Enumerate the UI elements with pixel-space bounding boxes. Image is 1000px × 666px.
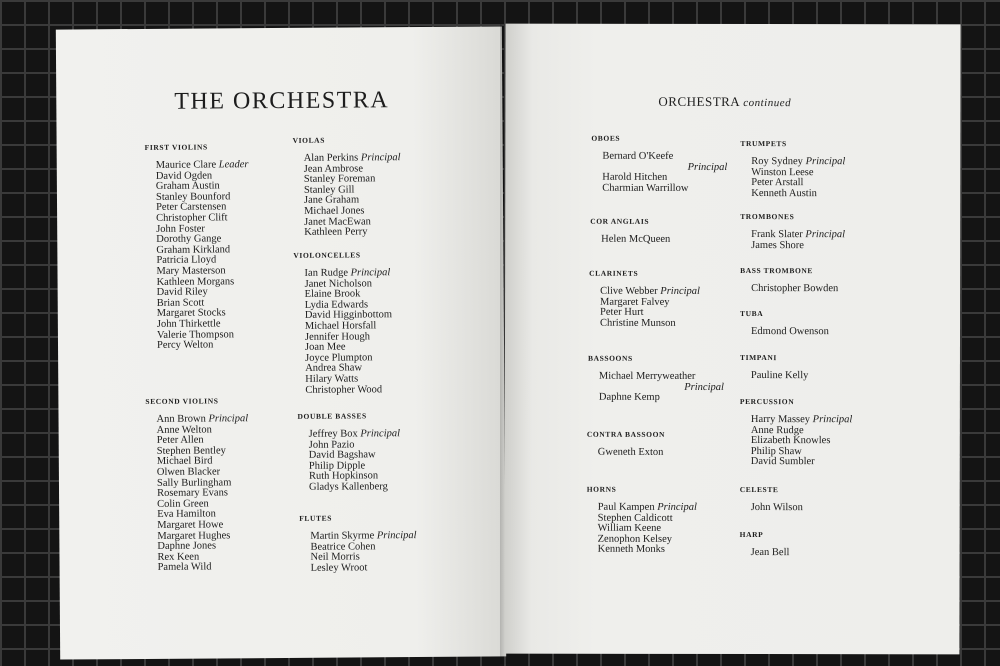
member-name: Frank Slater	[751, 229, 803, 241]
member-name: Stanley Bounford	[155, 191, 231, 203]
title-text: ORCHESTRA	[658, 93, 740, 110]
member-list	[740, 371, 808, 382]
member-item	[751, 457, 853, 468]
member-name: Jean Ambrose	[303, 163, 364, 175]
member-role: Principal	[208, 413, 249, 425]
member-name: William Keene	[597, 522, 662, 535]
member-role: Principal	[805, 156, 846, 168]
section-title: COR ANGLAIS	[590, 216, 650, 226]
member-list	[740, 548, 790, 559]
section-bass-trombone	[740, 266, 838, 295]
left-page	[56, 26, 506, 659]
member-item	[305, 385, 392, 396]
member-name: Graham Kirkland	[156, 244, 231, 256]
section-title: FIRST VIOLINS	[144, 142, 208, 152]
page-title: THE ORCHESTRA	[174, 87, 390, 115]
member-role: Principal	[660, 285, 700, 297]
member-name: Daphne Jones	[157, 540, 217, 552]
member-name: Philip Dipple	[308, 460, 366, 472]
section-celeste	[740, 485, 803, 514]
member-item	[304, 227, 401, 238]
member-name: Dorothy Gange	[156, 233, 222, 246]
member-name: Zenophon Kelsey	[597, 533, 673, 545]
member-name: Michael Merryweather	[598, 370, 696, 382]
member-name: Stephen Caldicott	[597, 512, 673, 524]
section-title: CELESTE	[739, 485, 779, 495]
member-list	[293, 268, 392, 396]
member-item	[751, 503, 803, 514]
member-name: Christopher Bowden	[751, 283, 839, 295]
member-name: Graham Austin	[155, 180, 220, 193]
member-item	[751, 284, 838, 295]
section-trumpets	[740, 139, 845, 200]
member-name: Jeffrey Box	[308, 428, 358, 440]
section-title: HARP	[739, 530, 764, 540]
member-name: Ann Brown	[156, 413, 206, 425]
member-name: Peter Carstensen	[156, 201, 227, 214]
member-role: Principal	[684, 381, 724, 393]
member-name: Peter Hurt	[600, 306, 644, 319]
member-name: Elizabeth Knowles	[750, 435, 831, 447]
member-role: Principal	[687, 161, 728, 173]
section-harp	[740, 530, 790, 559]
member-list	[587, 448, 665, 459]
section-title: BASSOONS	[587, 353, 633, 363]
member-name: Harold Hitchen	[602, 171, 668, 184]
member-item	[309, 482, 400, 493]
member-name: Margaret Howe	[157, 519, 224, 531]
member-name: Percy Welton	[156, 339, 214, 351]
member-name: Christopher Wood	[305, 383, 383, 396]
section-timpani	[740, 353, 809, 382]
member-name: Harry Massey	[750, 414, 811, 426]
member-name: Helen McQueen	[601, 233, 671, 245]
member-item	[751, 371, 808, 382]
member-name: Janet MacEwan	[304, 215, 371, 228]
member-name: Jane Graham	[303, 194, 360, 207]
member-name: Rosemary Evans	[157, 487, 228, 500]
member-role: Principal	[805, 229, 846, 241]
member-name: Gweneth Exton	[597, 446, 664, 458]
member-name: Patricia Lloyd	[156, 254, 217, 267]
member-name: Ian Rudge	[304, 267, 349, 279]
member-list	[591, 152, 727, 195]
section-violoncelles	[293, 250, 392, 396]
section-title: TUBA	[740, 309, 764, 319]
member-name: Joyce Plumpton	[305, 352, 373, 364]
member-role: Principal	[360, 152, 401, 164]
member-name: Janet Nicholson	[304, 277, 372, 290]
member-list	[587, 503, 697, 556]
member-name: Lydia Edwards	[304, 299, 369, 311]
member-role: Principal	[360, 428, 401, 440]
member-list	[740, 415, 853, 468]
member-name: Brian Scott	[156, 297, 205, 309]
member-name: Michael Bird	[156, 455, 213, 468]
member-name: Christopher Clift	[156, 212, 228, 224]
member-name: John Wilson	[750, 502, 803, 514]
member-name: Daphne Kemp	[598, 391, 660, 404]
member-name: Anne Rudge	[750, 424, 804, 436]
member-item	[311, 563, 417, 574]
member-item	[751, 241, 845, 252]
section-second-violins	[145, 396, 249, 574]
member-name: Christine Munson	[600, 317, 676, 329]
section-title: FLUTES	[299, 513, 333, 523]
section-trombones	[740, 212, 845, 251]
section-horns	[587, 485, 697, 556]
member-name: Lesley Wroot	[310, 562, 368, 574]
member-name: Sally Burlingham	[156, 476, 232, 489]
member-item	[602, 152, 727, 163]
member-name: Ruth Hopkinson	[308, 470, 379, 483]
member-name: David Ogden	[155, 170, 213, 182]
member-name: John Foster	[156, 223, 205, 235]
member-name: Stanley Gill	[303, 184, 355, 196]
member-list	[298, 429, 401, 493]
member-name: Kathleen Perry	[304, 226, 368, 238]
member-list	[293, 153, 401, 239]
member-name: Rex Keen	[157, 551, 200, 563]
member-name: Paul Kampen	[597, 501, 655, 513]
member-item	[751, 548, 790, 559]
section-cor-anglais	[590, 217, 670, 246]
section-clarinets	[589, 269, 700, 330]
right-page	[504, 24, 960, 655]
member-list	[299, 531, 416, 574]
member-item	[158, 563, 250, 574]
member-name: Valerie Thompson	[156, 328, 235, 341]
member-list	[740, 284, 838, 295]
section-title: BASS TROMBONE	[740, 266, 814, 276]
member-name: Jennifer Hough	[304, 330, 371, 343]
member-name: Peter Allen	[156, 434, 204, 447]
member-name: Margaret Hughes	[157, 529, 231, 542]
member-name: Stephen Bentley	[156, 445, 226, 457]
member-name: Maurice Clare	[155, 159, 217, 171]
section-violas	[293, 135, 402, 239]
member-role: Principal	[812, 414, 853, 426]
member-item	[751, 327, 829, 338]
section-title: TRUMPETS	[740, 139, 787, 149]
member-name: Alan Perkins	[303, 152, 359, 164]
member-name: Beatrice Cohen	[310, 540, 376, 553]
member-name: Martin Skyrme	[310, 530, 375, 542]
member-item	[751, 189, 845, 200]
member-name: Anne Welton	[156, 424, 212, 436]
member-name: Peter Arstall	[751, 177, 804, 189]
member-name: Kathleen Morgans	[156, 275, 235, 288]
member-name: Kenneth Monks	[597, 544, 666, 556]
member-role: Principal	[350, 267, 391, 279]
member-list	[740, 230, 845, 251]
member-name: Michael Horsfall	[304, 320, 377, 332]
member-name: Mary Masterson	[156, 265, 226, 277]
member-item	[600, 319, 700, 330]
member-list	[145, 160, 250, 351]
member-item	[598, 545, 697, 556]
member-name: Stanley Foreman	[303, 173, 376, 186]
page-title-continued	[658, 94, 791, 110]
member-role: Leader	[218, 159, 249, 171]
member-list	[588, 372, 724, 404]
member-list	[740, 157, 845, 200]
member-name: John Thirkettle	[156, 318, 221, 330]
section-title: OBOES	[591, 133, 621, 143]
member-name: Neil Morris	[310, 551, 360, 563]
section-title: VIOLAS	[292, 135, 325, 145]
member-item	[157, 340, 250, 351]
section-contra-bassoon	[587, 430, 665, 459]
member-list	[740, 327, 829, 338]
member-list	[590, 235, 670, 246]
section-title: CONTRA BASSOON	[586, 429, 666, 439]
member-list	[589, 287, 700, 330]
section-title: CLARINETS	[589, 268, 639, 278]
title-suffix: continued	[743, 97, 792, 110]
section-oboes	[591, 134, 727, 195]
section-title: HORNS	[586, 484, 617, 494]
member-name: Colin Green	[157, 498, 209, 510]
member-item	[599, 393, 724, 404]
member-name: Clive Webber	[600, 285, 658, 297]
member-role: Principal	[657, 501, 697, 513]
member-name: Eva Hamilton	[157, 508, 216, 521]
section-title: PERCUSSION	[739, 397, 795, 407]
member-name: Margaret Stocks	[156, 307, 226, 320]
member-name: Winston Leese	[751, 166, 814, 178]
member-name: David Higginbottom	[304, 309, 393, 322]
section-double-basses	[297, 411, 400, 493]
member-name: David Riley	[156, 286, 208, 298]
member-name: Michael Jones	[304, 205, 365, 217]
member-name: Pamela Wild	[157, 561, 212, 574]
section-title: TROMBONES	[740, 212, 795, 222]
member-name: Pauline Kelly	[750, 370, 809, 382]
member-name: Andrea Shaw	[305, 362, 363, 375]
member-name: Elaine Brook	[304, 288, 361, 301]
section-tuba	[740, 309, 829, 338]
member-name: James Shore	[751, 239, 804, 251]
member-name: Philip Shaw	[750, 445, 802, 457]
member-name: Kenneth Austin	[751, 187, 817, 199]
member-name: Charmian Warrillow	[602, 182, 689, 194]
member-item	[602, 184, 727, 195]
member-name: Joan Mee	[304, 341, 346, 353]
member-list	[145, 414, 249, 574]
member-name: Jean Bell	[750, 547, 790, 559]
member-name: Edmond Owenson	[751, 326, 829, 338]
section-first-violins	[145, 142, 250, 351]
member-name: David Sumbler	[750, 456, 815, 468]
section-flutes	[299, 513, 417, 574]
member-name: Bernard O'Keefe	[602, 150, 674, 162]
section-percussion	[740, 397, 853, 468]
section-title: VIOLONCELLES	[293, 250, 361, 260]
member-name: Hilary Watts	[305, 373, 359, 385]
member-name: Olwen Blacker	[156, 466, 221, 478]
section-bassoons	[588, 354, 724, 404]
member-name: Gladys Kallenberg	[308, 481, 388, 493]
member-role: Principal	[376, 530, 417, 542]
section-title: TIMPANI	[739, 353, 777, 363]
member-item	[598, 448, 665, 459]
section-title: DOUBLE BASSES	[297, 411, 367, 421]
member-list	[740, 503, 803, 514]
member-name: David Bagshaw	[308, 449, 376, 461]
member-name: John Pazio	[308, 439, 355, 451]
member-name: Roy Sydney	[751, 156, 803, 168]
section-title: SECOND VIOLINS	[145, 396, 219, 406]
member-name: Margaret Falvey	[600, 296, 670, 308]
member-item	[601, 235, 670, 246]
